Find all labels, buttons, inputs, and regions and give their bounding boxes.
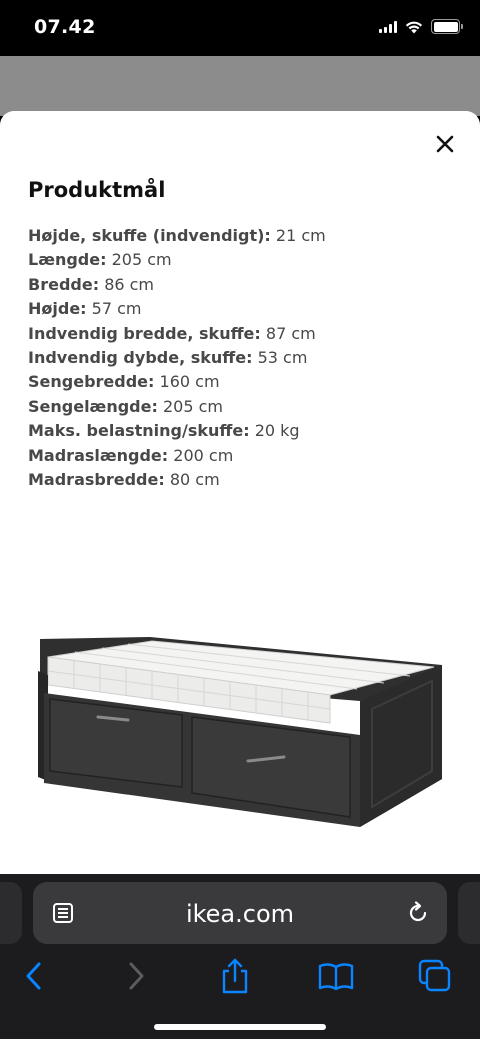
dimmed-page-backdrop[interactable] bbox=[0, 56, 480, 116]
spec-label: Madrasbredde: bbox=[28, 470, 165, 490]
tabs-button[interactable] bbox=[415, 956, 455, 996]
status-time: 07.42 bbox=[34, 16, 96, 38]
spec-value: 53 cm bbox=[257, 348, 308, 368]
spec-value: 57 cm bbox=[91, 299, 142, 319]
spec-value: 80 cm bbox=[169, 470, 220, 490]
spec-label: Længde: bbox=[28, 250, 107, 270]
address-bar[interactable] bbox=[33, 882, 447, 944]
back-button[interactable] bbox=[14, 956, 54, 996]
spec-value: 160 cm bbox=[159, 372, 220, 392]
spec-row bbox=[28, 224, 326, 248]
battery-icon bbox=[431, 19, 460, 34]
next-tab-peek[interactable] bbox=[458, 882, 480, 944]
home-indicator[interactable] bbox=[154, 1024, 326, 1030]
status-icons bbox=[379, 19, 460, 34]
spec-row bbox=[28, 297, 326, 321]
spec-label: Højde: bbox=[28, 299, 87, 319]
cellular-signal-icon bbox=[379, 20, 397, 33]
daybed-product-image bbox=[30, 631, 450, 831]
forward-button[interactable] bbox=[116, 956, 156, 996]
spec-row bbox=[28, 468, 326, 492]
spec-label: Bredde: bbox=[28, 274, 100, 294]
spec-label: Sengebredde: bbox=[28, 372, 155, 392]
spec-value: 20 kg bbox=[254, 421, 300, 441]
back-icon bbox=[23, 961, 45, 991]
spec-label: Madraslængde: bbox=[28, 445, 169, 465]
spec-row bbox=[28, 322, 326, 346]
spec-row bbox=[28, 395, 326, 419]
spec-value: 205 cm bbox=[162, 396, 223, 416]
wifi-icon bbox=[405, 20, 423, 34]
spec-row bbox=[28, 444, 326, 468]
close-icon[interactable] bbox=[432, 131, 458, 157]
browser-chrome bbox=[0, 874, 480, 1039]
spec-label: Indvendig dybde, skuffe: bbox=[28, 348, 253, 368]
spec-row bbox=[28, 346, 326, 370]
status-bar bbox=[0, 0, 480, 56]
spec-row bbox=[28, 248, 326, 272]
spec-value: 21 cm bbox=[275, 226, 326, 245]
spec-row bbox=[28, 419, 326, 443]
spec-row bbox=[28, 370, 326, 394]
spec-label: Sengelængde: bbox=[28, 396, 158, 416]
spec-value: 86 cm bbox=[104, 274, 155, 294]
previous-tab-peek[interactable] bbox=[0, 882, 22, 944]
bookmarks-button[interactable] bbox=[316, 956, 356, 996]
sheet-title: Produktmål bbox=[28, 178, 166, 202]
spec-value: 87 cm bbox=[265, 323, 316, 343]
bookmarks-icon bbox=[317, 961, 355, 991]
spec-row bbox=[28, 273, 326, 297]
url-text[interactable]: ikea.com bbox=[185, 900, 295, 928]
spec-label: Indvendig bredde, skuffe: bbox=[28, 323, 261, 343]
spec-list bbox=[28, 224, 326, 492]
product-dimensions-sheet bbox=[0, 111, 480, 874]
spec-value: 205 cm bbox=[111, 250, 172, 270]
spec-label: Maks. belastning/skuffe: bbox=[28, 421, 250, 441]
reload-icon[interactable] bbox=[405, 900, 431, 926]
share-button[interactable] bbox=[215, 956, 255, 996]
share-icon bbox=[219, 957, 251, 995]
spec-label: Højde, skuffe (indvendigt): bbox=[28, 226, 271, 245]
tabs-icon bbox=[417, 958, 453, 994]
spec-value: 200 cm bbox=[173, 445, 234, 465]
forward-icon bbox=[125, 961, 147, 991]
